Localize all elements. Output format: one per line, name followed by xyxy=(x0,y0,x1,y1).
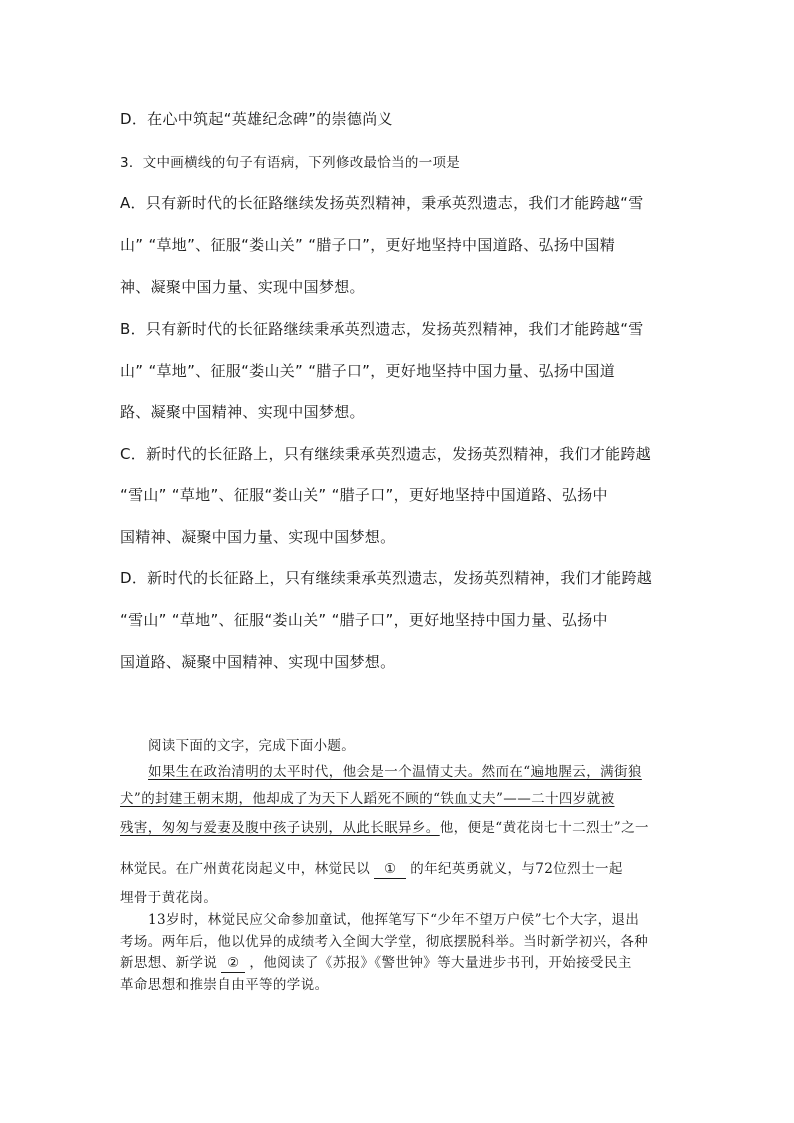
question-3-stem: 3．文中画横线的句子有语病，下列修改最恰当的一项是 xyxy=(120,155,461,171)
option-b-line-1: B．只有新时代的长征路继续秉承英烈遗志，发扬英烈精神，我们才能跨越“雪 xyxy=(120,320,644,338)
underlined-sentence-end: 残害，匆匆与爱妻及腹中孩子诀别，从此长眠异乡。 xyxy=(120,820,440,836)
option-b-line-3: 路、凝聚中国精神、实现中国梦想。 xyxy=(120,403,365,421)
passage-p2-line-1: 13岁时，林觉民应父命参加童试，他挥笔写下“少年不望万户侯”七个大字，退出 xyxy=(148,912,640,928)
option-a-line-3: 神、凝聚中国力量、实现中国梦想。 xyxy=(120,278,365,296)
passage-p2-line-3 xyxy=(120,951,632,973)
option-c-line-2: “雪山” “草地”、征服“娄山关” “腊子口”，更好地坚持中国道路、弘扬中 xyxy=(120,486,608,504)
passage-p2-line-3-pre: 新思想、新学说 xyxy=(120,955,218,971)
passage-p1-line-2: 犬”的封建王朝末期，他却成了为天下人蹈死不顾的“铁血丈夫”——二十四岁就被 xyxy=(120,791,615,807)
option-d-line-1: D．新时代的长征路上，只有继续秉承英烈遗志，发扬英烈精神，我们才能跨越 xyxy=(120,569,653,587)
option-c-line-1: C．新时代的长征路上，只有继续秉承英烈遗志，发扬英烈精神，我们才能跨越 xyxy=(120,445,651,463)
blank-2: ② xyxy=(221,957,245,973)
passage-p1-line-1: 如果生在政治清明的太平时代，他会是一个温情丈夫。然而在“遍地腥云，满街狼 xyxy=(148,764,642,780)
option-c-line-3: 国精神、凝聚中国力量、实现中国梦想。 xyxy=(120,528,396,546)
option-a-line-1: A．只有新时代的长征路继续发扬英烈精神，秉承英烈遗志，我们才能跨越“雪 xyxy=(120,194,644,212)
passage-p1-line-3 xyxy=(120,816,649,836)
reading-instruction: 阅读下面的文字，完成下面小题。 xyxy=(148,738,355,754)
passage-p1-line-3-rest: 他，便是“黄花岗七十二烈士”之一 xyxy=(439,820,649,836)
passage-p2-line-4: 革命思想和推崇自由平等的学说。 xyxy=(120,977,329,993)
option-b-line-2: 山” “草地”、征服“娄山关” “腊子口”，更好地坚持中国力量、弘扬中国道 xyxy=(120,362,616,380)
option-d-line-3: 国道路、凝聚中国精神、实现中国梦想。 xyxy=(120,653,396,671)
option-a-line-2: 山” “草地”、征服“娄山关” “腊子口”，更好地坚持中国道路、弘扬中国精 xyxy=(120,236,616,254)
passage-p2-line-2: 考场。两年后，他以优异的成绩考入全闽大学堂，彻底摆脱科举。当时新学初兴，各种 xyxy=(120,934,649,950)
option-d-previous-question: D．在心中筑起“英雄纪念碑”的崇德尚义 xyxy=(120,110,393,128)
passage-p1-line-4-post: 的年纪英勇就义，与72位烈士一起 xyxy=(410,861,623,877)
blank-1: ① xyxy=(374,863,406,879)
option-d-line-2: “雪山” “草地”、征服“娄山关” “腊子口”，更好地坚持中国力量、弘扬中 xyxy=(120,611,608,629)
passage-p1-line-5: 埋骨于黄花岗。 xyxy=(120,890,218,906)
passage-p1-line-4 xyxy=(120,857,623,879)
passage-p2-line-3-post: ，他阅读了《苏报》《警世钟》等大量进步书刊，开始接受民主 xyxy=(249,955,632,971)
passage-p1-line-4-pre: 林觉民。在广州黄花岗起义中，林觉民以 xyxy=(120,861,371,877)
